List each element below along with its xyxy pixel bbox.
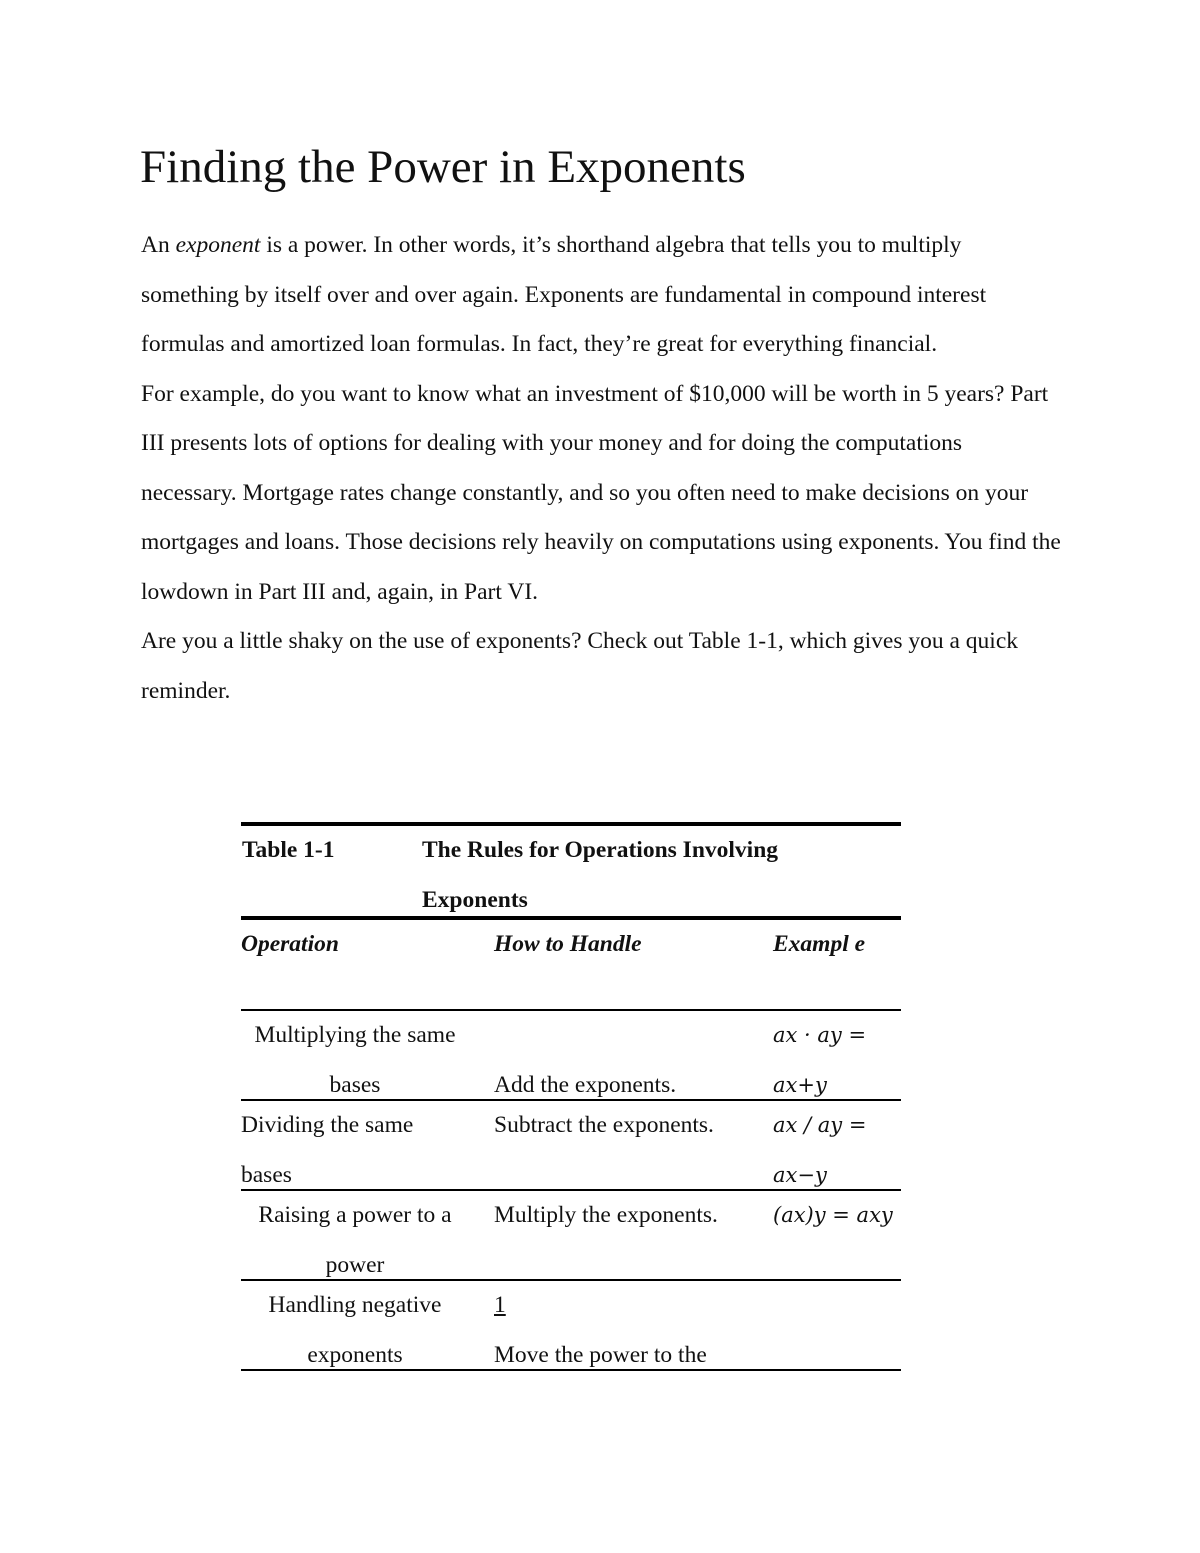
- page-title: Finding the Power in Exponents: [140, 141, 746, 193]
- row-operation: Handling negative exponents: [268, 1292, 442, 1368]
- table-row: [241, 1011, 901, 1101]
- header-how-to-handle: How to Handle: [494, 931, 642, 957]
- row-example: (ax)y = axy: [773, 1203, 893, 1227]
- table-row: [241, 1101, 901, 1191]
- row-operation: Dividing the same bases: [241, 1112, 414, 1188]
- table-title: The Rules for Operations Involving Exponents: [422, 837, 779, 913]
- row-how: Multiply the exponents.: [494, 1202, 718, 1228]
- body-text: [141, 221, 1061, 716]
- row-how-text: Move the power to the: [494, 1341, 707, 1368]
- table-caption: [241, 822, 901, 920]
- table-number: Table 1-1: [242, 837, 335, 863]
- row-example: ax / ay = ax−y: [773, 1113, 867, 1187]
- paragraph-3: Are you a little shaky on the use of exponents? Check out Table 1-1, which gives you a quick reminder.: [141, 628, 1019, 704]
- table-header-row: [241, 920, 901, 1011]
- row-operation: Multiplying the same bases: [254, 1022, 456, 1098]
- table-row: [241, 1281, 901, 1371]
- table-row: [241, 1191, 901, 1281]
- exponent-term: exponent: [175, 232, 261, 258]
- fraction-numerator: 1: [494, 1292, 506, 1318]
- exponent-rules-table: [241, 822, 901, 1371]
- row-how: Add the exponents.: [494, 1071, 677, 1098]
- paragraph-2: For example, do you want to know what an investment of $10,000 will be worth in 5 years? Part III presents lots of options for dealing with your money and for doing the computations necessary. Mortgage rates change constantly, and so you often need to make decisions on your mortgages and loans. Those decisions rely heavily on computations using exponents. You find the lowdown in Part III and, again, in Part VI.: [141, 380, 1061, 605]
- row-how: Subtract the exponents.: [494, 1112, 714, 1138]
- row-example: ax · ay = ax+y: [773, 1023, 867, 1097]
- header-example: Exampl e: [773, 931, 866, 957]
- paragraph-1: [141, 221, 1061, 370]
- row-operation: Raising a power to a power: [258, 1202, 452, 1278]
- header-operation: Operation: [241, 931, 339, 957]
- row-how: [494, 1281, 764, 1380]
- paragraph-1-before: An: [141, 232, 176, 258]
- paragraph-1-after: is a power. In other words, it’s shorthand algebra that tells you to multiply something by itself over and over again. Exponents are fundamental in compound interest formulas and amortized loan formulas. In fact, they’re great for everything financial.: [141, 232, 987, 357]
